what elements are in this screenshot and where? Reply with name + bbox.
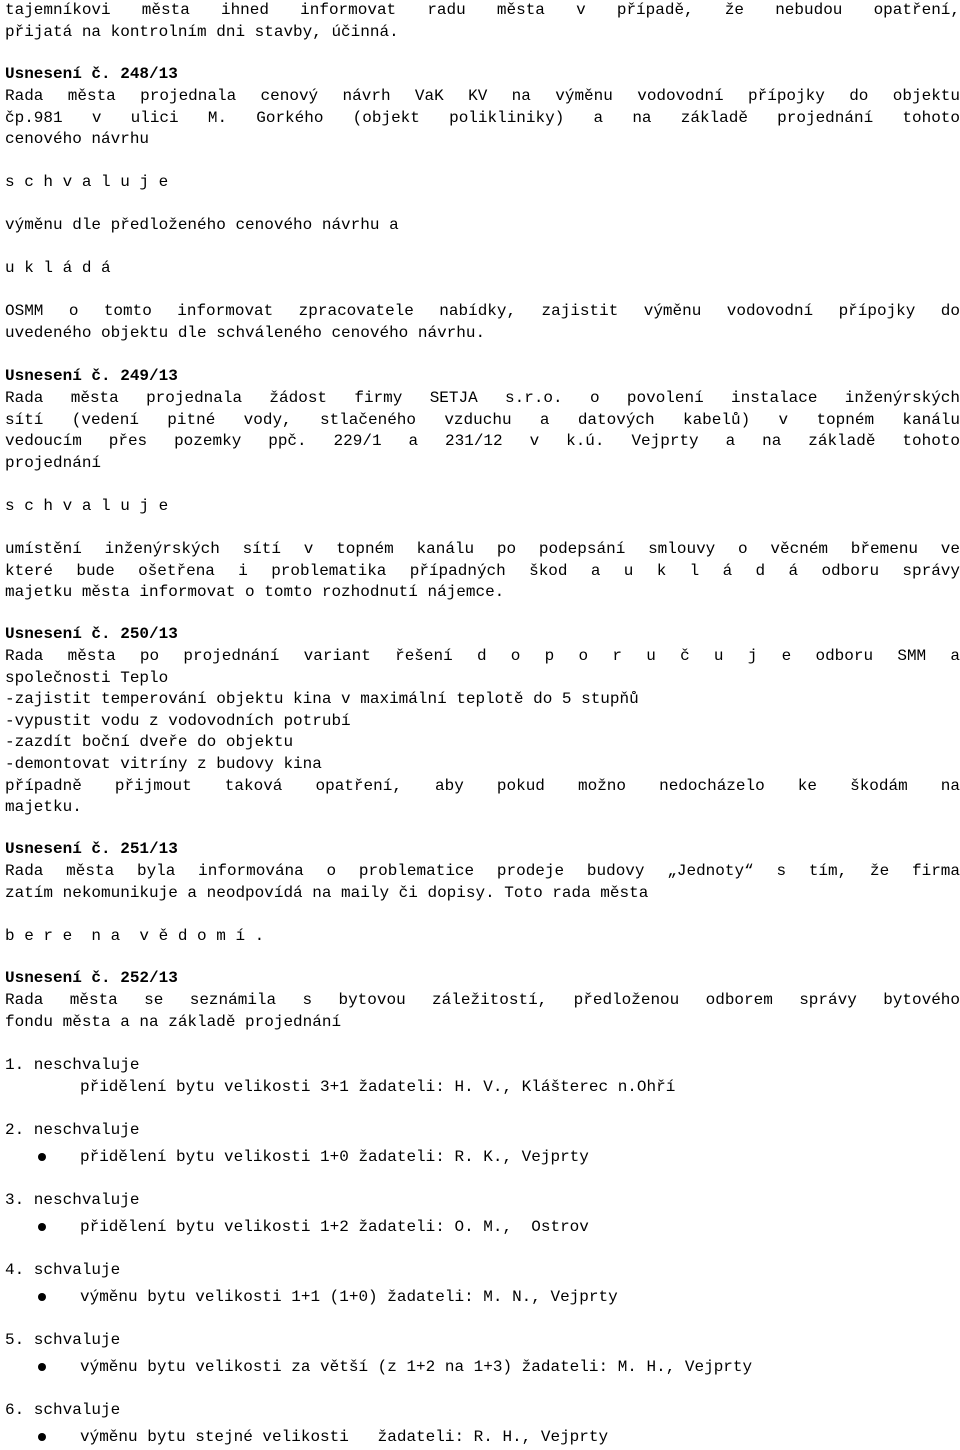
text-line: Rada města projednala žádost firmy SETJA s.r.o. o povolení instalace inženýrských: [5, 389, 960, 407]
item-heading: 1. neschvaluje: [5, 1056, 140, 1074]
text-line: vedoucím přes pozemky ppč. 229/1 a 231/12 v k.ú. Vejprty a na základě tohoto: [5, 432, 960, 450]
item-heading: 3. neschvaluje: [5, 1191, 140, 1209]
item-text: přidělení bytu velikosti 1+2 žadateli: O. M., Ostrov: [80, 1218, 589, 1236]
list-line: -vypustit vodu z vodovodních potrubí: [5, 712, 351, 730]
text-line: Rada města byla informována o problematice prodeje budovy „Jednoty“ s tím, že firma: [5, 862, 960, 880]
list-line: -zazdít boční dveře do objektu: [5, 733, 294, 751]
text-line: přijatá na kontrolním dni stavby, účinná.: [5, 23, 399, 41]
item-text: výměnu bytu stejné velikosti žadateli: R. H., Vejprty: [80, 1428, 609, 1446]
bullet-icon: [38, 1293, 46, 1301]
text-line: které bude ošetřena i problematika případných škod a u k l á d á odboru správy: [5, 562, 960, 580]
resolution-249-title: Usnesení č. 249/13: [5, 367, 178, 385]
text-line: uvedeného objektu dle schváleného cenového návrhu.: [5, 324, 486, 342]
item-text: přidělení bytu velikosti 3+1 žadateli: H. V., Klášterec n.Ohří: [80, 1078, 676, 1096]
item-text: výměnu bytu velikosti 1+1 (1+0) žadateli: M. N., Vejprty: [80, 1288, 618, 1306]
text-line: majetku města informovat o tomto rozhodnutí nájemce.: [5, 583, 505, 601]
item-text: výměnu bytu velikosti za větší (z 1+2 na 1+3) žadateli: M. H., Vejprty: [80, 1358, 753, 1376]
item-heading: 4. schvaluje: [5, 1261, 121, 1279]
decision-word: s c h v a l u j e: [5, 173, 169, 191]
text-line: čp.981 v ulici M. Gorkého (objekt polikliniky) a na základě projednání tohoto: [5, 109, 960, 127]
resolution-250-title: Usnesení č. 250/13: [5, 625, 178, 643]
resolution-252-title: Usnesení č. 252/13: [5, 969, 178, 987]
resolution-251-title: Usnesení č. 251/13: [5, 840, 178, 858]
text-line: cenového návrhu: [5, 130, 150, 148]
text-line: případně přijmout taková opatření, aby pokud možno nedocházelo ke škodám na: [5, 777, 960, 795]
text-line: tajemníkovi města ihned informovat radu města v případě, že nebudou opatření,: [5, 1, 960, 19]
text-line: fondu města a na základě projednání: [5, 1013, 342, 1031]
text-line: Rada města projednala cenový návrh VaK KV na výměnu vodovodní přípojky do objektu: [5, 87, 960, 105]
decision-word: u k l á d á: [5, 259, 111, 277]
bullet-icon: [38, 1433, 46, 1441]
text-line: sítí (vedení pitné vody, stlačeného vzduchu a datových kabelů) v topném kanálu: [5, 411, 960, 429]
text-line: výměnu dle předloženého cenového návrhu a: [5, 216, 399, 234]
resolution-248-title: Usnesení č. 248/13: [5, 65, 178, 83]
text-line: Rada města po projednání variant řešení d o p o r u č u j e odboru SMM a: [5, 647, 960, 665]
item-heading: 6. schvaluje: [5, 1401, 121, 1419]
text-line: Rada města se seznámila s bytovou záležitostí, předloženou odborem správy bytového: [5, 991, 960, 1009]
item-heading: 5. schvaluje: [5, 1331, 121, 1349]
list-line: -demontovat vitríny z budovy kina: [5, 755, 322, 773]
bullet-icon: [38, 1363, 46, 1371]
text-line: umístění inženýrských sítí v topném kanálu po podepsání smlouvy o věcném břemenu ve: [5, 540, 960, 558]
text-line: majetku.: [5, 798, 82, 816]
text-line: OSMM o tomto informovat zpracovatele nabídky, zajistit výměnu vodovodní přípojky do: [5, 302, 960, 320]
decision-word: b e r e n a v ě d o m í .: [5, 927, 265, 945]
item-heading: 2. neschvaluje: [5, 1121, 140, 1139]
text-line: zatím nekomunikuje a neodpovídá na maily či dopisy. Toto rada města: [5, 884, 649, 902]
decision-word: s c h v a l u j e: [5, 497, 169, 515]
item-text: přidělení bytu velikosti 1+0 žadateli: R. K., Vejprty: [80, 1148, 589, 1166]
text-line: společnosti Teplo: [5, 669, 169, 687]
list-line: -zajistit temperování objektu kina v maximální teplotě do 5 stupňů: [5, 690, 639, 708]
text-line: projednání: [5, 454, 102, 472]
bullet-icon: [38, 1153, 46, 1161]
bullet-icon: [38, 1223, 46, 1231]
